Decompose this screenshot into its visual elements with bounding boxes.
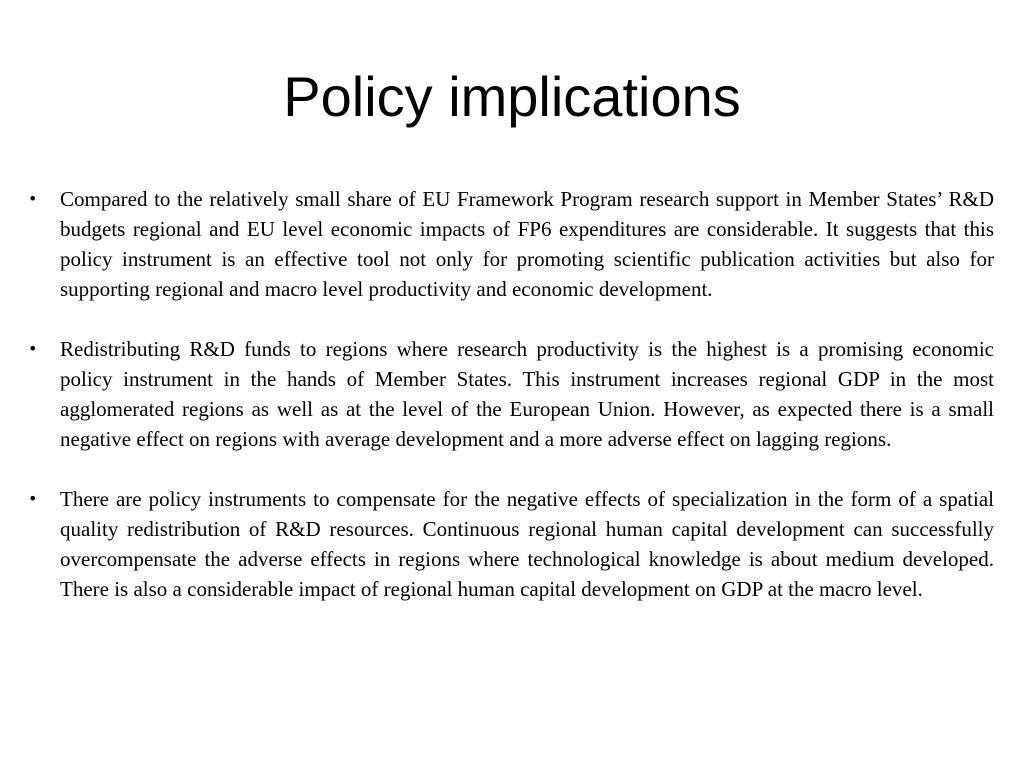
bullet-list [28,184,994,634]
bullet-text: Compared to the relatively small share of EU Framework Program research support in Member States’ R&D budgets regional and EU level economic impacts of FP6 expenditures are considerable. It suggests that this policy instrument is an effective tool not only for promoting scientific publication activities but also for supporting regional and macro level productivity and economic development. [60,187,994,301]
bullet-item [28,184,994,304]
bullet-icon: • [28,189,38,208]
bullet-item [28,334,994,454]
bullet-item [28,484,994,604]
bullet-text: Redistributing R&D funds to regions where research productivity is the highest is a promising economic policy instrument in the hands of Member States. This instrument increases regional GDP in the most agglomerated regions as well as at the level of the European Union. However, as expected there is a small negative effect on regions with average development and a more adverse effect on lagging regions. [60,337,994,451]
bullet-icon: • [28,339,38,358]
bullet-text: There are policy instruments to compensate for the negative effects of specialization in the form of a spatial quality redistribution of R&D resources. Continuous regional human capital development can successfully overcompensate the adverse effects in regions where technological knowledge is about medium developed. There is also a considerable impact of regional human capital development on GDP at the macro level. [60,487,994,601]
slide-title: Policy implications [283,65,741,128]
bullet-icon: • [28,489,38,508]
